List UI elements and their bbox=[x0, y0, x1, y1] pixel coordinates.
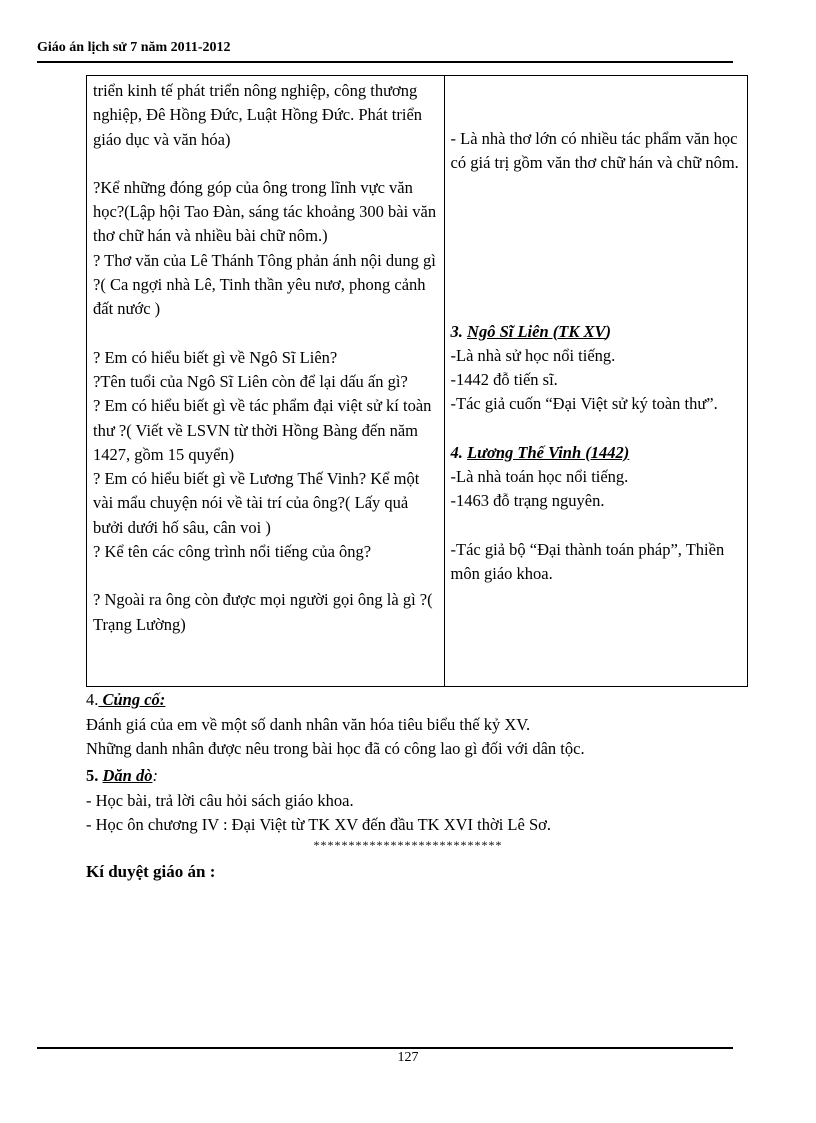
table-row bbox=[87, 76, 748, 687]
document-header: Giáo án lịch sử 7 năm 2011-2012 bbox=[37, 40, 231, 55]
question-text: ? Em có hiểu biết gì về Ngô Sĩ Liên? bbox=[93, 347, 338, 367]
question-text: ? Kể tên các công trình nổi tiếng của ông? bbox=[93, 542, 372, 562]
content-text: -Là nhà toán học nổi tiếng. bbox=[450, 467, 629, 487]
header-rule bbox=[37, 61, 733, 63]
content-text: -1463 đỗ trạng nguyên. bbox=[450, 491, 605, 511]
footer-rule bbox=[37, 1047, 733, 1049]
cung-co-line: Những danh nhân được nêu trong bài học đã có công lao gì đối với dân tộc. bbox=[86, 739, 585, 758]
separator-stars: *************************** bbox=[313, 838, 503, 852]
cung-co-section bbox=[86, 688, 585, 762]
content-text: -1442 đỗ tiến sĩ. bbox=[450, 370, 558, 390]
question-text: ?Tên tuổi của Ngô Sĩ Liên còn để lại dấu ấn gì? bbox=[93, 371, 408, 391]
content-text: -Tác giả bộ “Đại thành toán pháp”, Thiền môn giáo khoa. bbox=[450, 539, 725, 583]
approval-label: Kí duyệt giáo án : bbox=[86, 862, 216, 881]
questions-column bbox=[87, 76, 445, 687]
lesson-table bbox=[86, 75, 748, 687]
cung-co-heading: 4. Củng cố: bbox=[86, 690, 166, 709]
content-text: - Là nhà thơ lớn có nhiều tác phẩm văn học có giá trị gồm văn thơ chữ hán và chữ nôm. bbox=[450, 129, 739, 173]
question-text: ? Em có hiểu biết gì về tác phẩm đại việt sử kí toàn thư ?( Viết về LSVN từ thời Hồng Bàng đến năm 1427, gồm 15 quyển) bbox=[93, 396, 432, 464]
question-text: ? Ngoài ra ông còn được mọi người gọi ông là gì ?( Trạng Lường) bbox=[93, 590, 433, 634]
section-heading-ngo-si-lien: 3. Ngô Sĩ Liên (TK XV) bbox=[450, 321, 611, 341]
dan-do-heading: 5. Dăn dò: bbox=[86, 766, 158, 785]
content-column bbox=[444, 76, 747, 687]
dan-do-line: - Học bài, trả lời câu hỏi sách giáo khoa. bbox=[86, 790, 354, 810]
page-number: 127 bbox=[397, 1050, 419, 1065]
cung-co-line: Đánh giá của em về một số danh nhân văn hóa tiêu biểu thế kỷ XV. bbox=[86, 714, 531, 734]
dan-do-line: - Học ôn chương IV : Đại Việt từ TK XV đến đầu TK XVI thời Lê Sơ. bbox=[86, 815, 551, 834]
question-text: ? Thơ văn của Lê Thánh Tông phản ánh nội dung gì ?( Ca ngợi nhà Lê, Tinh thần yêu nươ, phong cảnh đất nước ) bbox=[93, 250, 436, 319]
question-text: triển kinh tế phát triển nông nghiệp, công thương nghiệp, Đê Hồng Đức, Luật Hồng Đức. Phát triển giáo dục và văn hóa) bbox=[93, 81, 423, 149]
dan-do-section bbox=[86, 764, 551, 838]
content-text: -Tác giả cuốn “Đại Việt sử ký toàn thư”. bbox=[450, 394, 718, 414]
question-text: ?Kể những đóng góp của ông trong lĩnh vực văn học?(Lập hội Tao Đàn, sáng tác khoảng 300 bài văn thơ chữ hán và nhiều bài chữ nôm.) bbox=[93, 177, 437, 246]
section-heading-luong-the-vinh: 4. Lương Thế Vinh (1442) bbox=[450, 442, 630, 462]
question-text: ? Em có hiểu biết gì về Lương Thế Vinh? Kể một vài mẩu chuyện nói về tài trí của ông?( Lấy quả bưởi dưới hố sâu, cân voi ) bbox=[93, 469, 420, 537]
content-text: -Là nhà sử học nổi tiếng. bbox=[450, 345, 616, 365]
